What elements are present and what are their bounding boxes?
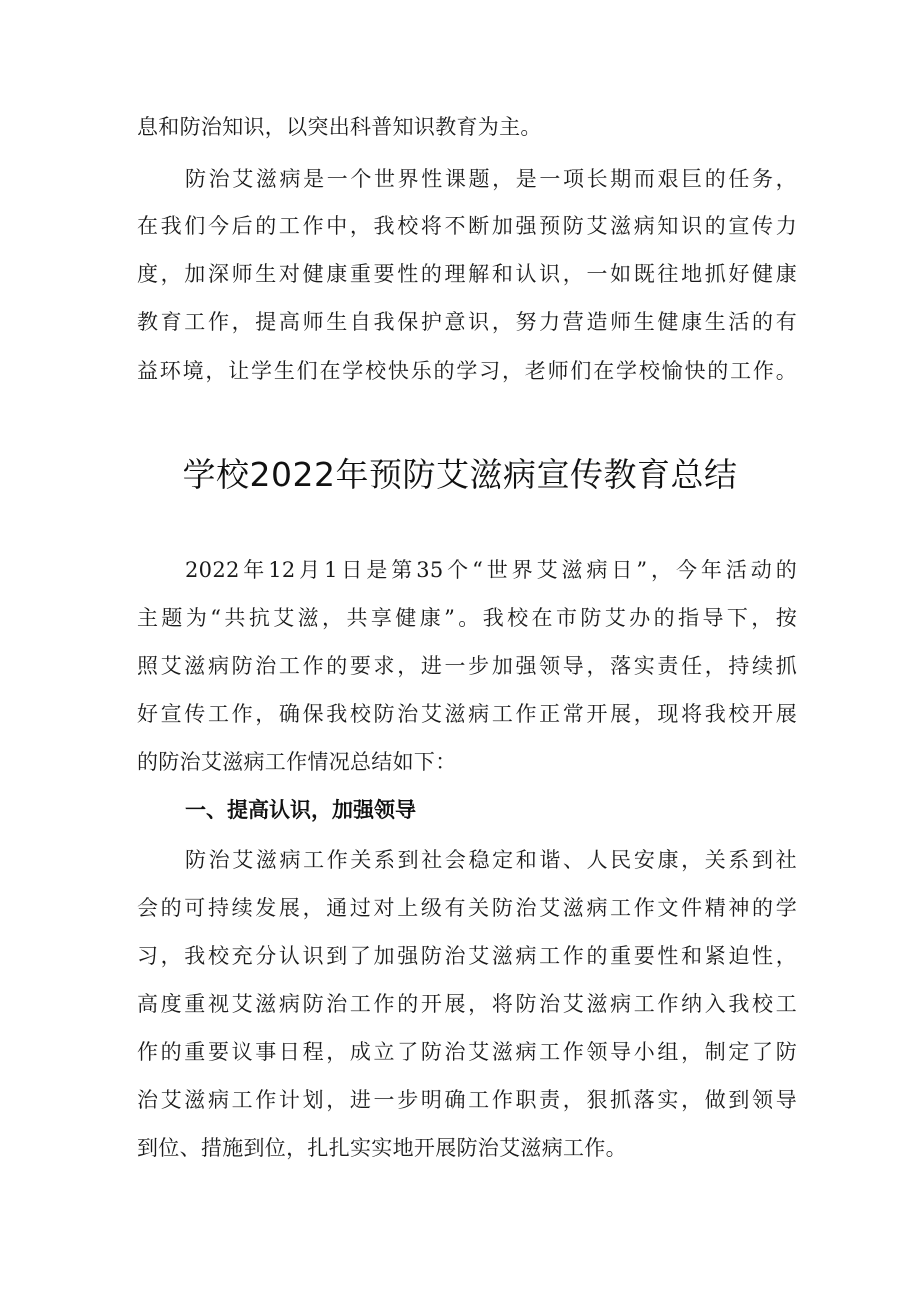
body-text-line: 防治艾滋病是一个世界性课题，是一项长期而艰巨的任务， bbox=[185, 167, 797, 191]
body-text-line: 息和防治知识，以突出科普知识教育为主。 bbox=[137, 115, 542, 139]
section-heading: 一、提高认识，加强领导 bbox=[185, 798, 416, 822]
document-title: 学校2022年预防艾滋病宣传教育总结 bbox=[182, 455, 738, 494]
body-text-line: 好宣传工作，确保我校防治艾滋病工作正常开展，现将我校开展 bbox=[137, 702, 797, 726]
body-text-line: 益环境，让学生们在学校快乐的学习，老师们在学校愉快的工作。 bbox=[137, 359, 797, 383]
body-text-line: 防治艾滋病工作关系到社会稳定和谐、人民安康，关系到社 bbox=[185, 848, 797, 872]
body-text-line: 高度重视艾滋病防治工作的开展，将防治艾滋病工作纳入我校工 bbox=[137, 992, 797, 1016]
body-text-line: 会的可持续发展，通过对上级有关防治艾滋病工作文件精神的学 bbox=[137, 896, 797, 920]
body-text-line: 度，加深师生对健康重要性的理解和认识，一如既往地抓好健康 bbox=[137, 262, 797, 286]
body-text-line: 作的重要议事日程，成立了防治艾滋病工作领导小组，制定了防 bbox=[137, 1040, 797, 1064]
body-text-line: 治艾滋病工作计划，进一步明确工作职责，狠抓落实，做到领导 bbox=[137, 1088, 797, 1112]
body-text-line: 2022年12月1日是第35个“世界艾滋病日”，今年活动的 bbox=[185, 558, 797, 582]
body-text-line: 到位、措施到位，扎扎实实地开展防治艾滋病工作。 bbox=[137, 1136, 627, 1160]
body-text-line: 主题为“共抗艾滋，共享健康”。我校在市防艾办的指导下，按 bbox=[137, 606, 797, 630]
body-text-line: 的防治艾滋病工作情况总结如下： bbox=[137, 750, 457, 774]
body-text-line: 习，我校充分认识到了加强防治艾滋病工作的重要性和紧迫性， bbox=[137, 944, 797, 968]
body-text-line: 在我们今后的工作中，我校将不断加强预防艾滋病知识的宣传力 bbox=[137, 214, 797, 238]
body-text-line: 教育工作，提高师生自我保护意识，努力营造师生健康生活的有 bbox=[137, 310, 797, 334]
body-text-line: 照艾滋病防治工作的要求，进一步加强领导，落实责任，持续抓 bbox=[137, 654, 797, 678]
